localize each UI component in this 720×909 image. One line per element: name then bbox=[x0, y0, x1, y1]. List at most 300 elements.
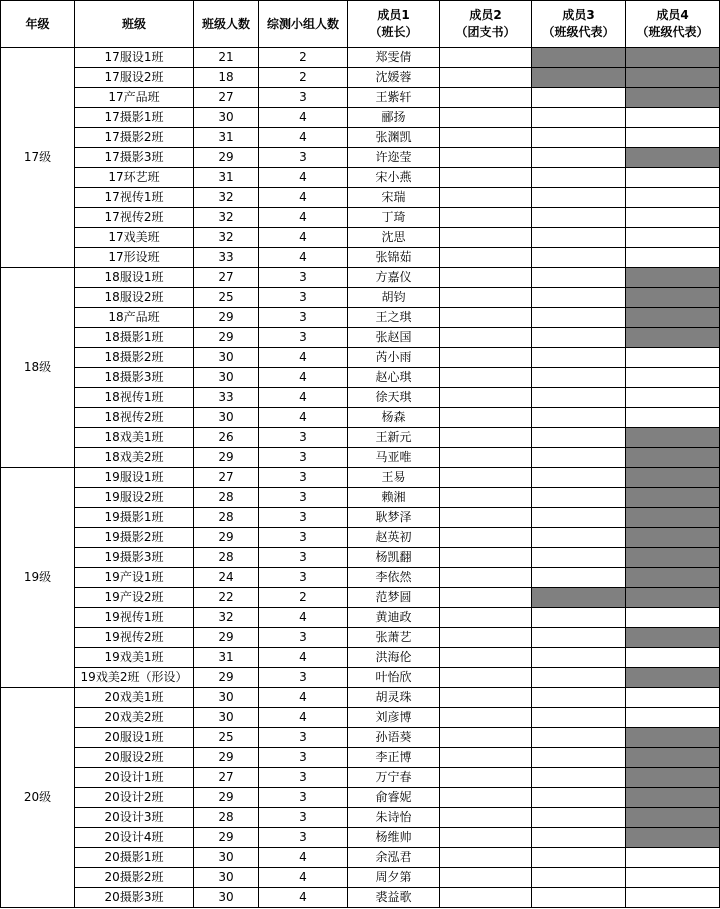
member2-cell bbox=[440, 628, 532, 648]
table-row bbox=[1, 728, 720, 748]
class-cell: 17环艺班 bbox=[75, 168, 194, 188]
group-size-cell: 4 bbox=[259, 888, 348, 908]
class-cell: 19戏美2班（形设） bbox=[75, 668, 194, 688]
group-size-cell: 3 bbox=[259, 508, 348, 528]
member3-cell bbox=[532, 848, 626, 868]
class-cell: 17形设班 bbox=[75, 248, 194, 268]
class-cell: 18戏美1班 bbox=[75, 428, 194, 448]
class-size-cell: 27 bbox=[194, 88, 259, 108]
member4-cell bbox=[626, 308, 720, 328]
class-cell: 20摄影1班 bbox=[75, 848, 194, 868]
class-size-cell: 25 bbox=[194, 288, 259, 308]
member3-cell bbox=[532, 868, 626, 888]
member4-cell bbox=[626, 588, 720, 608]
class-size-cell: 29 bbox=[194, 528, 259, 548]
class-cell: 17视传2班 bbox=[75, 208, 194, 228]
member4-cell bbox=[626, 848, 720, 868]
class-size-cell: 27 bbox=[194, 268, 259, 288]
member1-cell: 胡灵珠 bbox=[348, 688, 440, 708]
group-size-cell: 3 bbox=[259, 268, 348, 288]
member3-cell bbox=[532, 728, 626, 748]
member1-cell: 徐天琪 bbox=[348, 388, 440, 408]
member1-cell: 芮小雨 bbox=[348, 348, 440, 368]
member4-cell bbox=[626, 488, 720, 508]
group-size-cell: 3 bbox=[259, 88, 348, 108]
class-cell: 19视传1班 bbox=[75, 608, 194, 628]
group-size-cell: 2 bbox=[259, 68, 348, 88]
class-size-cell: 27 bbox=[194, 768, 259, 788]
group-size-cell: 4 bbox=[259, 608, 348, 628]
member3-cell bbox=[532, 288, 626, 308]
member1-cell: 方嘉仪 bbox=[348, 268, 440, 288]
class-cell: 18戏美2班 bbox=[75, 448, 194, 468]
class-cell: 20服设1班 bbox=[75, 728, 194, 748]
class-size-cell: 18 bbox=[194, 68, 259, 88]
table-row bbox=[1, 748, 720, 768]
table-row bbox=[1, 68, 720, 88]
member1-cell: 张萧艺 bbox=[348, 628, 440, 648]
member3-cell bbox=[532, 828, 626, 848]
member1-cell: 朱诗怡 bbox=[348, 808, 440, 828]
member3-cell bbox=[532, 268, 626, 288]
member2-cell bbox=[440, 88, 532, 108]
member3-cell bbox=[532, 328, 626, 348]
member1-cell: 俞睿妮 bbox=[348, 788, 440, 808]
member4-cell bbox=[626, 68, 720, 88]
member3-cell bbox=[532, 528, 626, 548]
group-size-cell: 4 bbox=[259, 868, 348, 888]
member1-cell: 余泓君 bbox=[348, 848, 440, 868]
group-size-cell: 3 bbox=[259, 628, 348, 648]
member2-cell bbox=[440, 108, 532, 128]
table-row bbox=[1, 188, 720, 208]
member4-cell bbox=[626, 708, 720, 728]
member3-cell bbox=[532, 468, 626, 488]
class-cell: 19视传2班 bbox=[75, 628, 194, 648]
class-size-cell: 30 bbox=[194, 408, 259, 428]
member1-cell: 李正博 bbox=[348, 748, 440, 768]
class-size-cell: 32 bbox=[194, 188, 259, 208]
table-row bbox=[1, 468, 720, 488]
member1-cell: 郑雯倩 bbox=[348, 48, 440, 68]
table-row bbox=[1, 868, 720, 888]
class-cell: 19摄影1班 bbox=[75, 508, 194, 528]
member3-cell bbox=[532, 308, 626, 328]
grade-cell: 17级 bbox=[1, 48, 75, 268]
table-row bbox=[1, 148, 720, 168]
class-cell: 20设计3班 bbox=[75, 808, 194, 828]
member4-cell bbox=[626, 668, 720, 688]
class-size-cell: 32 bbox=[194, 208, 259, 228]
member1-cell: 耿梦泽 bbox=[348, 508, 440, 528]
class-cell: 17视传1班 bbox=[75, 188, 194, 208]
member3-cell bbox=[532, 668, 626, 688]
member4-cell bbox=[626, 648, 720, 668]
header-member4 bbox=[626, 1, 720, 48]
class-size-cell: 28 bbox=[194, 548, 259, 568]
member2-cell bbox=[440, 448, 532, 468]
class-size-cell: 30 bbox=[194, 708, 259, 728]
member2-cell bbox=[440, 348, 532, 368]
member1-cell: 张赵国 bbox=[348, 328, 440, 348]
group-size-cell: 3 bbox=[259, 488, 348, 508]
group-size-cell: 3 bbox=[259, 468, 348, 488]
group-size-cell: 3 bbox=[259, 288, 348, 308]
group-size-cell: 3 bbox=[259, 728, 348, 748]
group-size-cell: 4 bbox=[259, 248, 348, 268]
class-size-cell: 29 bbox=[194, 828, 259, 848]
member4-cell bbox=[626, 88, 720, 108]
class-cell: 18摄影2班 bbox=[75, 348, 194, 368]
class-size-cell: 31 bbox=[194, 128, 259, 148]
member3-cell bbox=[532, 428, 626, 448]
member1-cell: 王之琪 bbox=[348, 308, 440, 328]
member4-cell bbox=[626, 228, 720, 248]
class-cell: 20设计2班 bbox=[75, 788, 194, 808]
member4-cell bbox=[626, 788, 720, 808]
class-size-cell: 27 bbox=[194, 468, 259, 488]
member2-cell bbox=[440, 468, 532, 488]
member1-cell: 洪海伦 bbox=[348, 648, 440, 668]
member1-cell: 胡钧 bbox=[348, 288, 440, 308]
grade-cell: 20级 bbox=[1, 688, 75, 908]
table-row bbox=[1, 288, 720, 308]
member1-cell: 丁琦 bbox=[348, 208, 440, 228]
group-size-cell: 3 bbox=[259, 428, 348, 448]
member2-cell bbox=[440, 68, 532, 88]
member1-cell: 张锦茹 bbox=[348, 248, 440, 268]
member1-cell: 杨维帅 bbox=[348, 828, 440, 848]
class-cell: 17服设2班 bbox=[75, 68, 194, 88]
member4-cell bbox=[626, 148, 720, 168]
grade-cell: 18级 bbox=[1, 268, 75, 468]
member3-cell bbox=[532, 448, 626, 468]
group-size-cell: 3 bbox=[259, 328, 348, 348]
member4-cell bbox=[626, 728, 720, 748]
group-size-cell: 4 bbox=[259, 128, 348, 148]
member2-cell bbox=[440, 508, 532, 528]
member2-cell bbox=[440, 748, 532, 768]
class-size-cell: 32 bbox=[194, 228, 259, 248]
member1-cell: 万宁春 bbox=[348, 768, 440, 788]
member3-cell bbox=[532, 788, 626, 808]
class-cell: 20戏美1班 bbox=[75, 688, 194, 708]
class-size-cell: 24 bbox=[194, 568, 259, 588]
table-row bbox=[1, 388, 720, 408]
member1-cell: 赵心琪 bbox=[348, 368, 440, 388]
group-size-cell: 4 bbox=[259, 848, 348, 868]
table-row bbox=[1, 828, 720, 848]
group-size-cell: 4 bbox=[259, 228, 348, 248]
table-row bbox=[1, 248, 720, 268]
class-cell: 19服设2班 bbox=[75, 488, 194, 508]
group-size-cell: 3 bbox=[259, 568, 348, 588]
class-cell: 18视传2班 bbox=[75, 408, 194, 428]
class-cell: 20摄影3班 bbox=[75, 888, 194, 908]
member2-cell bbox=[440, 228, 532, 248]
table-row bbox=[1, 208, 720, 228]
member2-cell bbox=[440, 308, 532, 328]
class-size-cell: 21 bbox=[194, 48, 259, 68]
class-size-cell: 29 bbox=[194, 668, 259, 688]
member1-cell: 王易 bbox=[348, 468, 440, 488]
header-member4-role: （班级代表） bbox=[636, 25, 709, 39]
member2-cell bbox=[440, 428, 532, 448]
class-cell: 19戏美1班 bbox=[75, 648, 194, 668]
member4-cell bbox=[626, 48, 720, 68]
member3-cell bbox=[532, 488, 626, 508]
class-cell: 20戏美2班 bbox=[75, 708, 194, 728]
member1-cell: 赖湘 bbox=[348, 488, 440, 508]
header-member4-title: 成员4 bbox=[656, 8, 689, 22]
class-size-cell: 29 bbox=[194, 748, 259, 768]
member2-cell bbox=[440, 708, 532, 728]
group-size-cell: 4 bbox=[259, 208, 348, 228]
member4-cell bbox=[626, 748, 720, 768]
class-cell: 20设计1班 bbox=[75, 768, 194, 788]
member3-cell bbox=[532, 128, 626, 148]
group-size-cell: 2 bbox=[259, 588, 348, 608]
table-row bbox=[1, 808, 720, 828]
member2-cell bbox=[440, 668, 532, 688]
member4-cell bbox=[626, 348, 720, 368]
member1-cell: 杨森 bbox=[348, 408, 440, 428]
class-cell: 19摄影2班 bbox=[75, 528, 194, 548]
class-cell: 20服设2班 bbox=[75, 748, 194, 768]
table-row bbox=[1, 668, 720, 688]
header-class-size: 班级人数 bbox=[194, 1, 259, 48]
table-row bbox=[1, 588, 720, 608]
member2-cell bbox=[440, 48, 532, 68]
member3-cell bbox=[532, 388, 626, 408]
group-size-cell: 3 bbox=[259, 148, 348, 168]
class-size-cell: 25 bbox=[194, 728, 259, 748]
class-cell: 20摄影2班 bbox=[75, 868, 194, 888]
table-row bbox=[1, 708, 720, 728]
member2-cell bbox=[440, 248, 532, 268]
member4-cell bbox=[626, 688, 720, 708]
class-cell: 18视传1班 bbox=[75, 388, 194, 408]
class-cell: 20设计4班 bbox=[75, 828, 194, 848]
member1-cell: 刘彦博 bbox=[348, 708, 440, 728]
member2-cell bbox=[440, 828, 532, 848]
member3-cell bbox=[532, 548, 626, 568]
class-cell: 17摄影1班 bbox=[75, 108, 194, 128]
grade-cell: 19级 bbox=[1, 468, 75, 688]
group-size-cell: 4 bbox=[259, 648, 348, 668]
class-cell: 18摄影1班 bbox=[75, 328, 194, 348]
member3-cell bbox=[532, 228, 626, 248]
member2-cell bbox=[440, 388, 532, 408]
member2-cell bbox=[440, 808, 532, 828]
member1-cell: 周夕第 bbox=[348, 868, 440, 888]
member3-cell bbox=[532, 48, 626, 68]
class-cell: 17服设1班 bbox=[75, 48, 194, 68]
group-size-cell: 4 bbox=[259, 348, 348, 368]
group-size-cell: 4 bbox=[259, 688, 348, 708]
group-size-cell: 3 bbox=[259, 788, 348, 808]
member4-cell bbox=[626, 388, 720, 408]
member1-cell: 叶怡欣 bbox=[348, 668, 440, 688]
header-member3-role: （班级代表） bbox=[542, 25, 615, 39]
table-row bbox=[1, 568, 720, 588]
class-size-cell: 31 bbox=[194, 168, 259, 188]
member3-cell bbox=[532, 588, 626, 608]
member1-cell: 张渊凯 bbox=[348, 128, 440, 148]
table-row bbox=[1, 328, 720, 348]
member2-cell bbox=[440, 608, 532, 628]
class-cell: 17戏美班 bbox=[75, 228, 194, 248]
class-size-cell: 32 bbox=[194, 608, 259, 628]
header-member2-role: （团支书） bbox=[455, 25, 516, 39]
member1-cell: 宋小燕 bbox=[348, 168, 440, 188]
table-row bbox=[1, 88, 720, 108]
header-group-size: 综测小组人数 bbox=[259, 1, 348, 48]
member4-cell bbox=[626, 528, 720, 548]
member2-cell bbox=[440, 208, 532, 228]
member4-cell bbox=[626, 768, 720, 788]
member3-cell bbox=[532, 768, 626, 788]
member3-cell bbox=[532, 508, 626, 528]
member4-cell bbox=[626, 448, 720, 468]
class-cell: 19摄影3班 bbox=[75, 548, 194, 568]
table-row bbox=[1, 228, 720, 248]
member3-cell bbox=[532, 648, 626, 668]
member4-cell bbox=[626, 288, 720, 308]
member2-cell bbox=[440, 188, 532, 208]
group-size-cell: 3 bbox=[259, 308, 348, 328]
member1-cell: 许迩莹 bbox=[348, 148, 440, 168]
member4-cell bbox=[626, 548, 720, 568]
table-row bbox=[1, 108, 720, 128]
member2-cell bbox=[440, 788, 532, 808]
table-row bbox=[1, 408, 720, 428]
member3-cell bbox=[532, 408, 626, 428]
class-size-cell: 26 bbox=[194, 428, 259, 448]
member3-cell bbox=[532, 628, 626, 648]
class-size-cell: 30 bbox=[194, 688, 259, 708]
member1-cell: 杨凯翻 bbox=[348, 548, 440, 568]
member1-cell: 孙语葵 bbox=[348, 728, 440, 748]
member2-cell bbox=[440, 368, 532, 388]
table-row bbox=[1, 308, 720, 328]
table-row bbox=[1, 428, 720, 448]
member4-cell bbox=[626, 868, 720, 888]
member4-cell bbox=[626, 108, 720, 128]
table-row bbox=[1, 128, 720, 148]
group-size-cell: 2 bbox=[259, 48, 348, 68]
class-size-cell: 31 bbox=[194, 648, 259, 668]
class-size-cell: 30 bbox=[194, 888, 259, 908]
group-size-cell: 3 bbox=[259, 548, 348, 568]
class-cell: 19服设1班 bbox=[75, 468, 194, 488]
member2-cell bbox=[440, 268, 532, 288]
group-size-cell: 3 bbox=[259, 748, 348, 768]
member2-cell bbox=[440, 328, 532, 348]
table-row bbox=[1, 688, 720, 708]
table-row bbox=[1, 548, 720, 568]
member2-cell bbox=[440, 568, 532, 588]
class-cell: 18产品班 bbox=[75, 308, 194, 328]
class-cell: 17摄影3班 bbox=[75, 148, 194, 168]
member2-cell bbox=[440, 848, 532, 868]
class-cell: 17摄影2班 bbox=[75, 128, 194, 148]
member1-cell: 郦扬 bbox=[348, 108, 440, 128]
class-size-cell: 29 bbox=[194, 148, 259, 168]
class-size-cell: 30 bbox=[194, 868, 259, 888]
member4-cell bbox=[626, 508, 720, 528]
table-row bbox=[1, 348, 720, 368]
group-size-cell: 4 bbox=[259, 408, 348, 428]
member4-cell bbox=[626, 268, 720, 288]
class-size-cell: 29 bbox=[194, 628, 259, 648]
header-class: 班级 bbox=[75, 1, 194, 48]
group-size-cell: 4 bbox=[259, 368, 348, 388]
member3-cell bbox=[532, 148, 626, 168]
member2-cell bbox=[440, 488, 532, 508]
member3-cell bbox=[532, 348, 626, 368]
header-member3 bbox=[532, 1, 626, 48]
member1-cell: 裘益歌 bbox=[348, 888, 440, 908]
group-size-cell: 3 bbox=[259, 828, 348, 848]
header-member2-title: 成员2 bbox=[469, 8, 502, 22]
member4-cell bbox=[626, 628, 720, 648]
header-member3-title: 成员3 bbox=[562, 8, 595, 22]
member2-cell bbox=[440, 408, 532, 428]
member2-cell bbox=[440, 868, 532, 888]
member1-cell: 王紫轩 bbox=[348, 88, 440, 108]
class-size-cell: 33 bbox=[194, 388, 259, 408]
member4-cell bbox=[626, 608, 720, 628]
class-cell: 18服设1班 bbox=[75, 268, 194, 288]
member3-cell bbox=[532, 88, 626, 108]
class-size-cell: 29 bbox=[194, 448, 259, 468]
member3-cell bbox=[532, 68, 626, 88]
member1-cell: 宋瑞 bbox=[348, 188, 440, 208]
member3-cell bbox=[532, 808, 626, 828]
member1-cell: 王新元 bbox=[348, 428, 440, 448]
member2-cell bbox=[440, 148, 532, 168]
header-member1 bbox=[348, 1, 440, 48]
group-size-cell: 3 bbox=[259, 448, 348, 468]
class-size-cell: 28 bbox=[194, 488, 259, 508]
member3-cell bbox=[532, 888, 626, 908]
table-row bbox=[1, 848, 720, 868]
group-size-cell: 3 bbox=[259, 528, 348, 548]
member4-cell bbox=[626, 328, 720, 348]
member1-cell: 黄迪政 bbox=[348, 608, 440, 628]
class-size-cell: 22 bbox=[194, 588, 259, 608]
group-size-cell: 4 bbox=[259, 188, 348, 208]
member4-cell bbox=[626, 428, 720, 448]
member4-cell bbox=[626, 408, 720, 428]
class-size-cell: 29 bbox=[194, 328, 259, 348]
class-size-cell: 30 bbox=[194, 368, 259, 388]
member2-cell bbox=[440, 128, 532, 148]
group-size-cell: 4 bbox=[259, 388, 348, 408]
member2-cell bbox=[440, 588, 532, 608]
group-size-cell: 4 bbox=[259, 108, 348, 128]
member4-cell bbox=[626, 568, 720, 588]
member2-cell bbox=[440, 528, 532, 548]
member4-cell bbox=[626, 208, 720, 228]
member4-cell bbox=[626, 828, 720, 848]
member2-cell bbox=[440, 768, 532, 788]
table-row bbox=[1, 368, 720, 388]
member4-cell bbox=[626, 888, 720, 908]
table-row bbox=[1, 628, 720, 648]
class-cell: 18服设2班 bbox=[75, 288, 194, 308]
